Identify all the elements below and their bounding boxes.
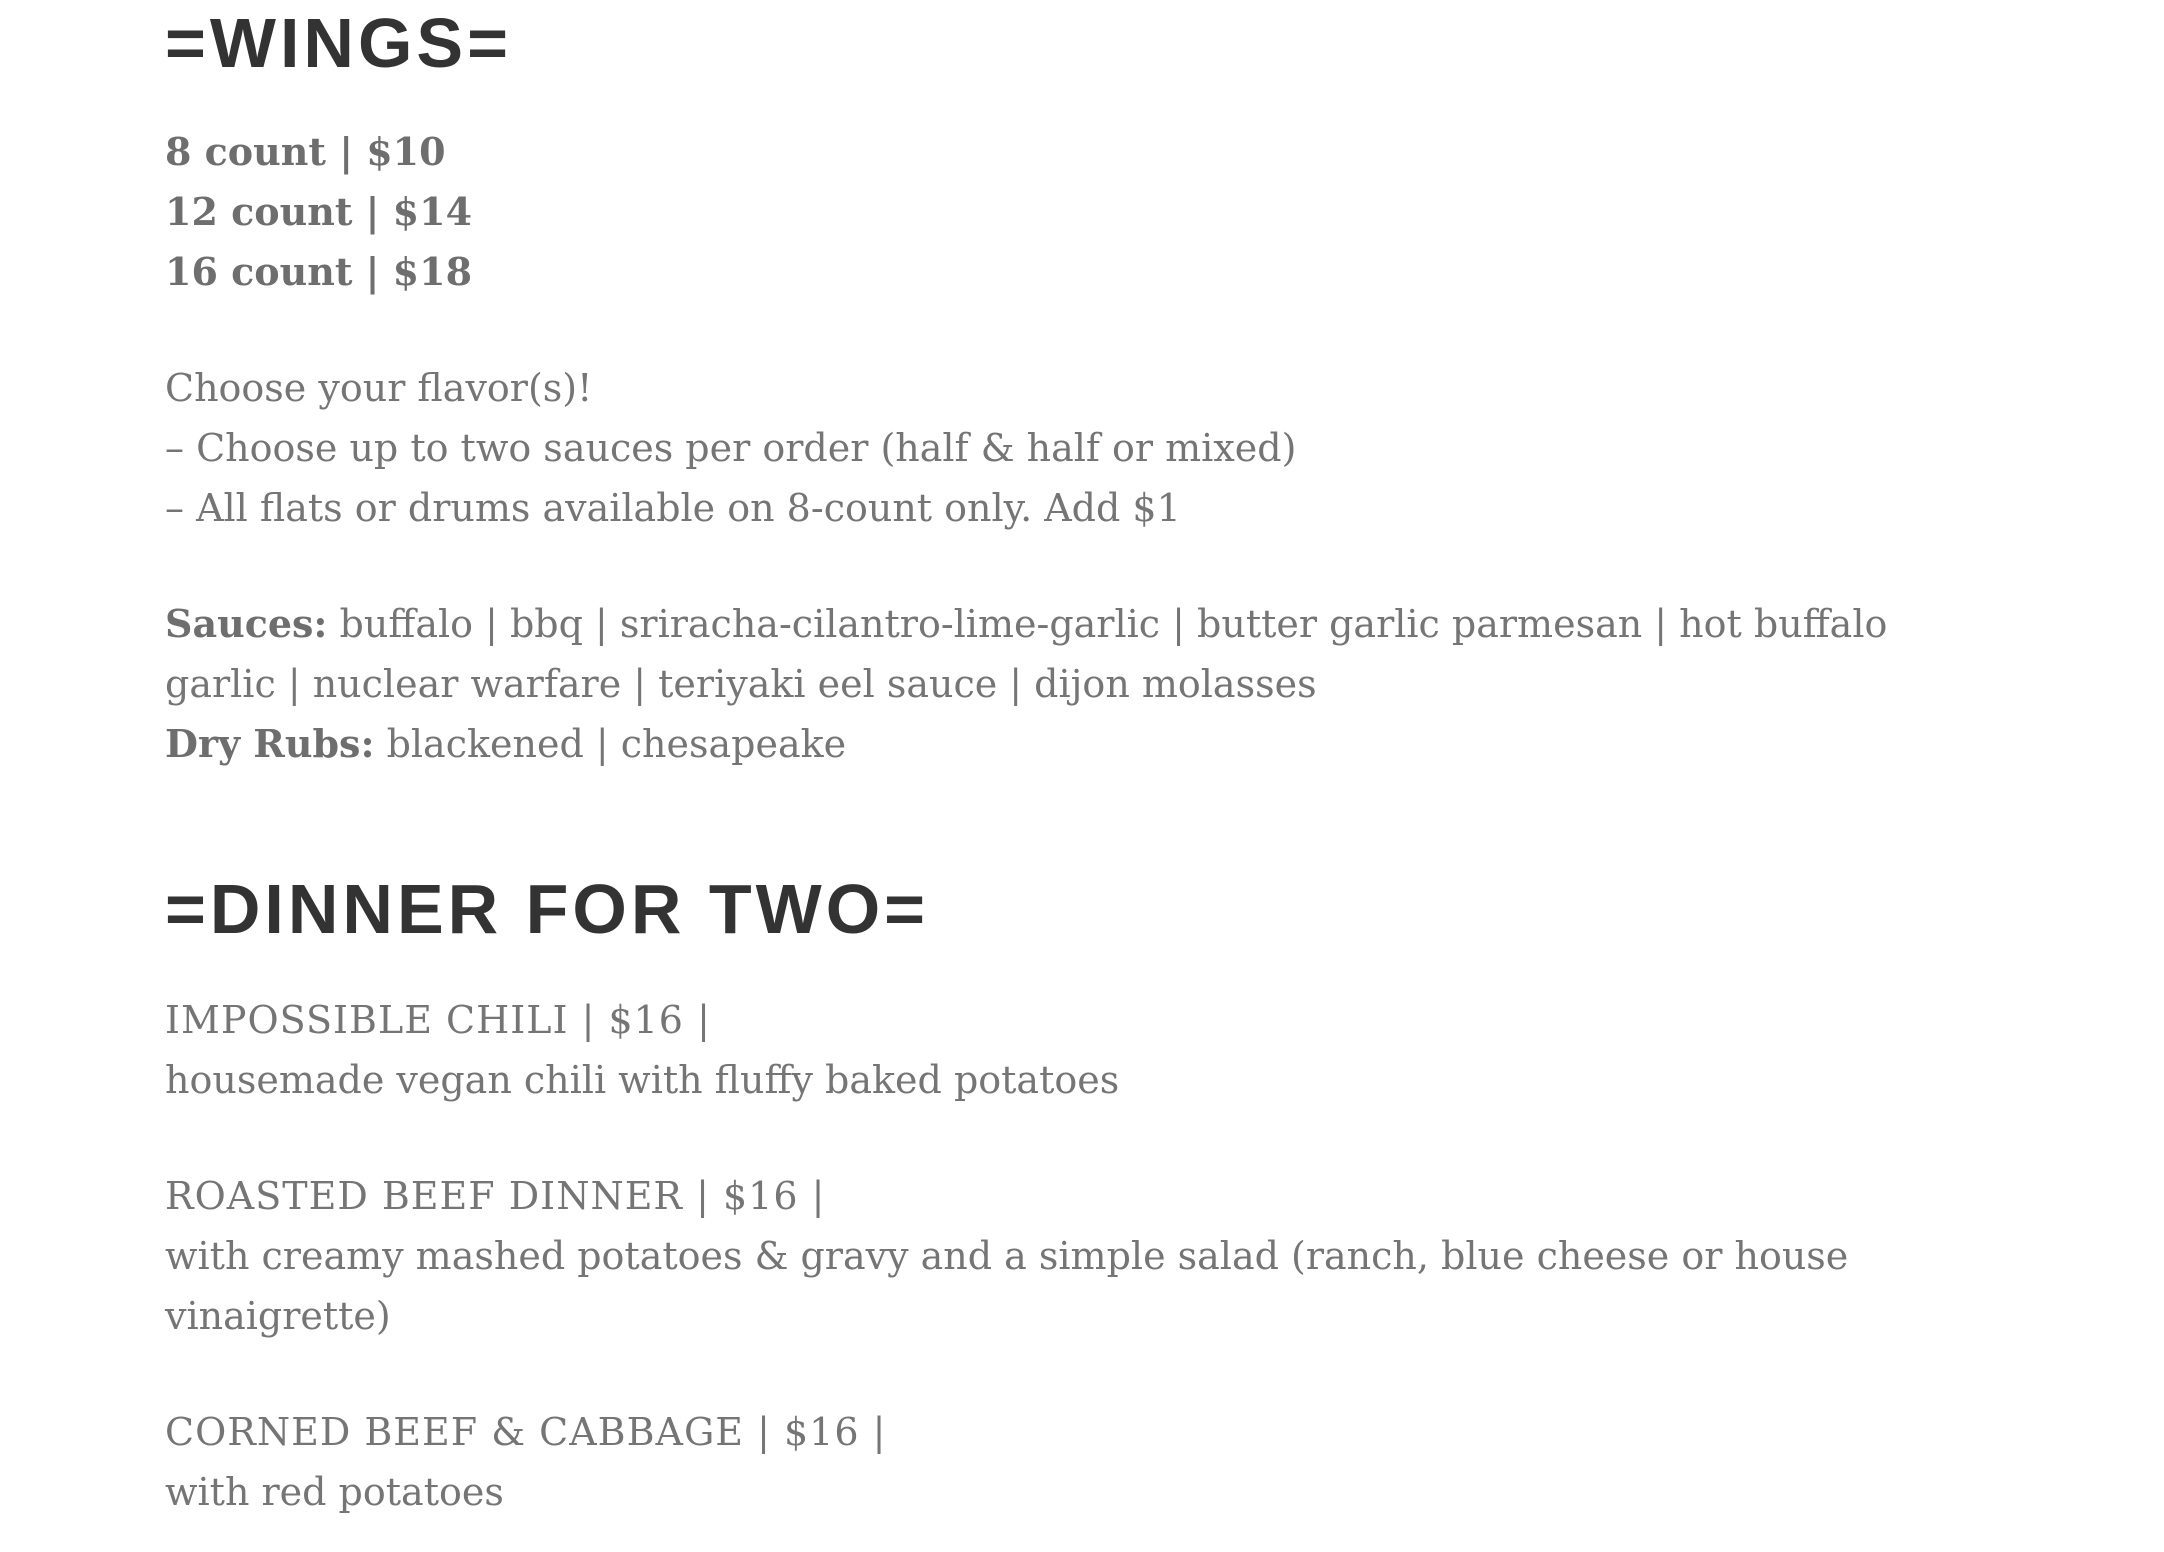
dinner-item	[165, 1166, 1965, 1346]
dinner-item	[165, 990, 1965, 1110]
wings-sauces	[165, 594, 1965, 774]
dry-rubs-label: Dry Rubs:	[165, 721, 375, 766]
dinner-item-name: ROASTED BEEF DINNER | $16 |	[165, 1174, 826, 1218]
flavor-note-sauces: – Choose up to two sauces per order (half & half or mixed)	[165, 426, 1297, 470]
dinner-item	[165, 1402, 1965, 1522]
sauces-label: Sauces:	[165, 601, 328, 646]
sauces-line	[165, 594, 1965, 714]
wings-price-8: 8 count | $10	[165, 129, 446, 174]
dry-rubs-list: blackened | chesapeake	[374, 722, 847, 766]
sauces-list: buffalo | bbq | sriracha-cilantro-lime-garlic | butter garlic parmesan | hot buffalo garlic | nuclear warfare | teriyaki eel sauce | dijon molasses	[165, 602, 1888, 706]
dry-rubs-line	[165, 714, 1965, 774]
wings-flavor-notes	[165, 358, 1296, 538]
wings-heading: =WINGS=	[165, 4, 512, 82]
dinner-item-description: housemade vegan chili with fluffy baked potatoes	[165, 1058, 1120, 1102]
dinner-heading: =DINNER FOR TWO=	[165, 870, 930, 948]
dinner-item-name: CORNED BEEF & CABBAGE | $16 |	[165, 1410, 887, 1454]
wings-price-12: 12 count | $14	[165, 189, 473, 234]
wings-price-16: 16 count | $18	[165, 249, 473, 294]
dinner-item-description: with red potatoes	[165, 1470, 504, 1514]
dinner-item-description: with creamy mashed potatoes & gravy and a simple salad (ranch, blue cheese or house vinaigrette)	[165, 1234, 1849, 1338]
dinner-item-name: IMPOSSIBLE CHILI | $16 |	[165, 998, 711, 1042]
wings-prices	[165, 122, 472, 302]
flavor-note-flats: – All flats or drums available on 8-count only. Add $1	[165, 486, 1181, 530]
flavor-heading: Choose your flavor(s)!	[165, 366, 593, 410]
